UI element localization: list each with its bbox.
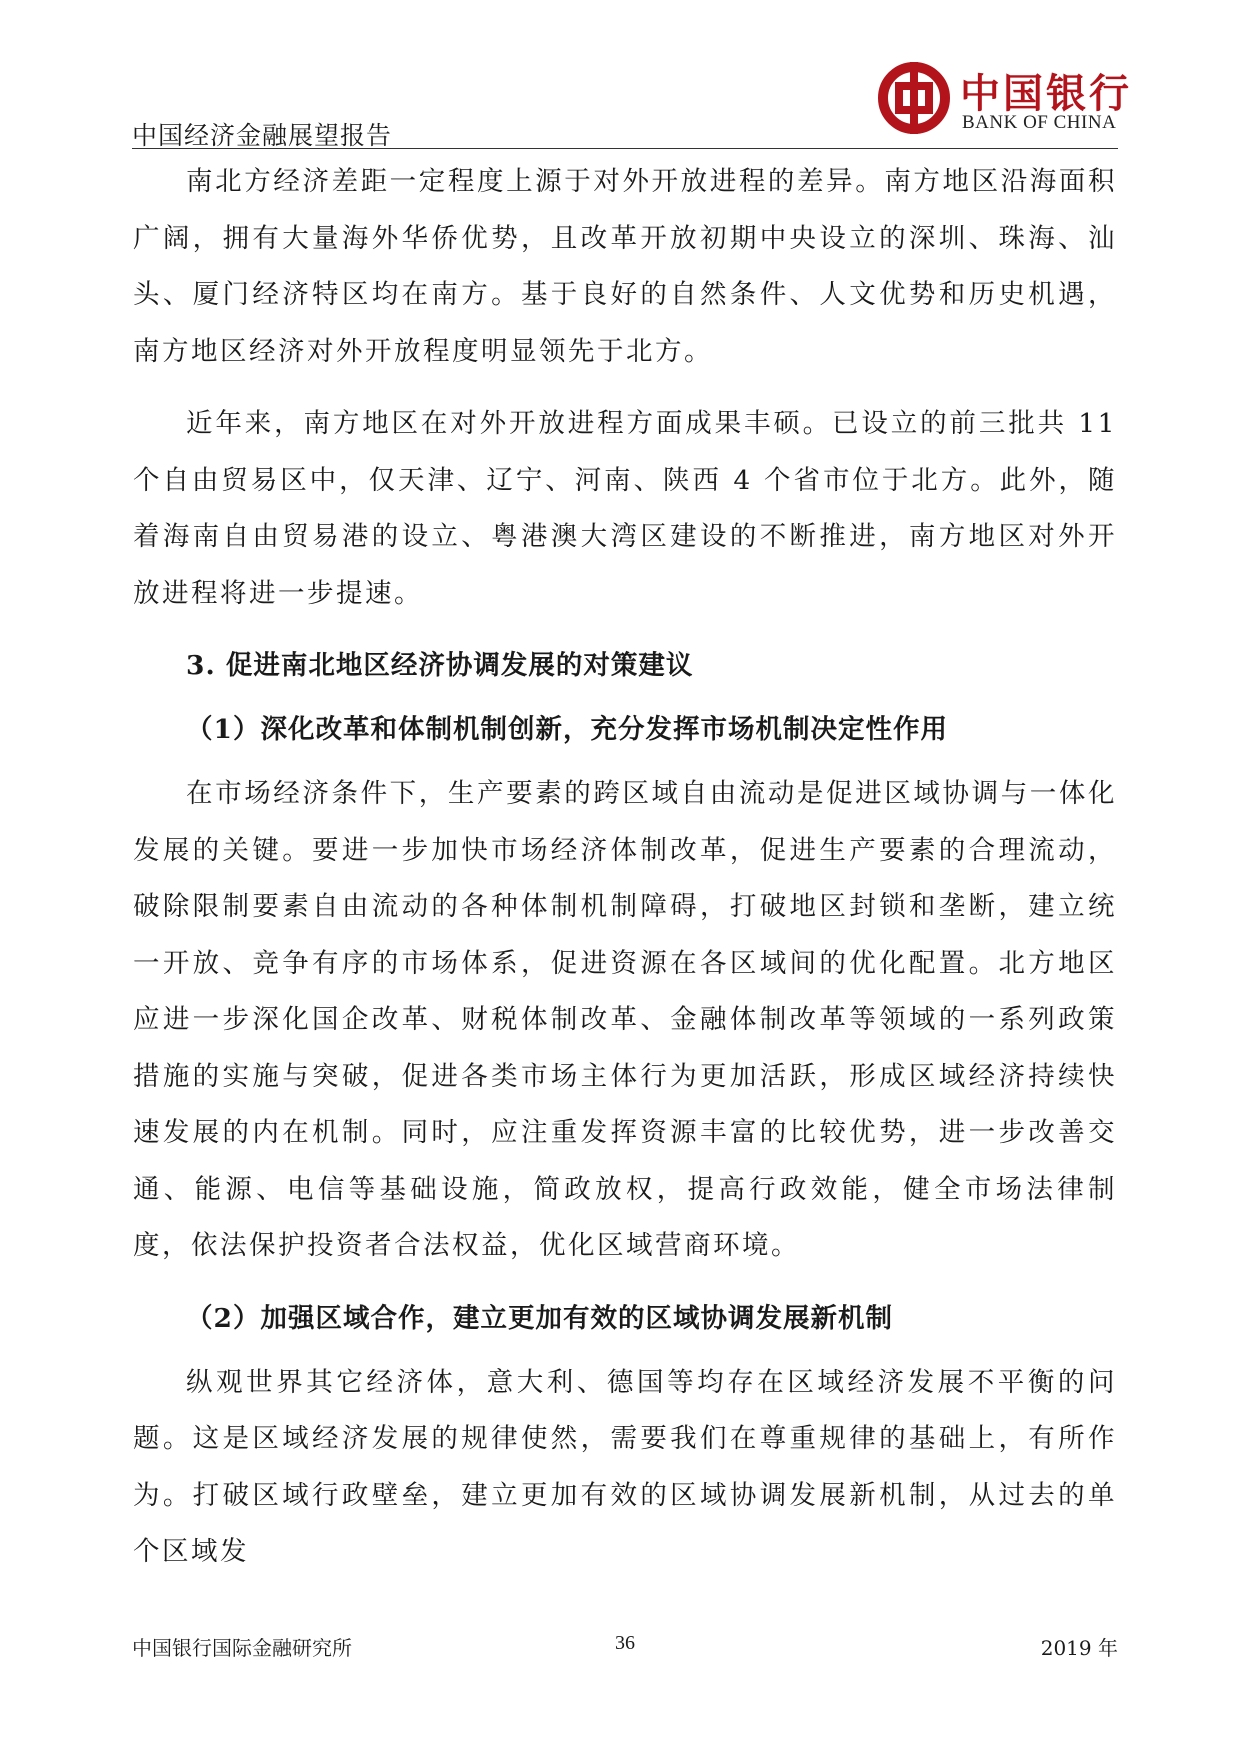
subsection-heading-1: （1）深化改革和体制机制创新，充分发挥市场机制决定性作用 [186,714,948,745]
logo-english-text: BANK OF CHINA [962,112,1117,133]
paragraph-1: 南北方经济差距一定程度上源于对外开放进程的差异。南方地区沿海面积广阔，拥有大量海外华侨优势，且改革开放初期中央设立的深圳、珠海、汕头、厦门经济特区均在南方。基于良好的自然条件、人文优势和历史机遇，南方地区经济对外开放程度明显领先于北方。 [133,166,1117,367]
page-header [132,60,1132,150]
bank-of-china-emblem-icon [878,62,950,134]
main-content [133,154,1117,1597]
paragraph-2: 近年来，南方地区在对外开放进程方面成果丰硕。已设立的前三批共 11 个自由贸易区中，仅天津、辽宁、河南、陕西 4 个省市位于北方。此外，随着海南自由贸易港的设立、粤港澳大湾区建设的不断推进，南方地区对外开放进程将进一步提速。 [133,408,1117,609]
paragraph-4: 纵观世界其它经济体，意大利、德国等均存在区域经济发展不平衡的问题。这是区域经济发展的规律使然，需要我们在尊重规律的基础上，有所作为。打破区域行政壁垒，建立更加有效的区域协调发展新机制，从过去的单个区域发 [133,1366,1117,1567]
paragraph-3: 在市场经济条件下，生产要素的跨区域自由流动是促进区域协调与一体化发展的关键。要进一步加快市场经济体制改革，促进生产要素的合理流动，破除限制要素自由流动的各种体制机制障碍，打破地区封锁和垄断，建立统一开放、竞争有序的市场体系，促进资源在各区域间的优化配置。北方地区应进一步深化国企改革、财税体制改革、金融体制改革等领域的一系列政策措施的实施与突破，促进各类市场主体行为更加活跃，形成区域经济持续快速发展的内在机制。同时，应注重发挥资源丰富的比较优势，进一步改善交通、能源、电信等基础设施，简政放权，提高行政效能，健全市场法律制度，依法保护投资者合法权益，优化区域营商环境。 [133,778,1117,1261]
page-number: 36 [615,1632,635,1654]
header-divider [132,148,1118,149]
report-title: 中国经济金融展望报告 [132,121,393,150]
subsection-heading-2: （2）加强区域合作，建立更加有效的区域协调发展新机制 [186,1302,893,1334]
bank-logo [878,60,1132,142]
footer-year: 2019 年 [1040,1636,1118,1660]
footer-institute: 中国银行国际金融研究所 [132,1636,352,1660]
page-footer [132,1632,1118,1668]
section-heading: 3. 促进南北地区经济协调发展的对策建议 [186,650,694,681]
logo-chinese-text: 中国银行 [960,70,1132,117]
